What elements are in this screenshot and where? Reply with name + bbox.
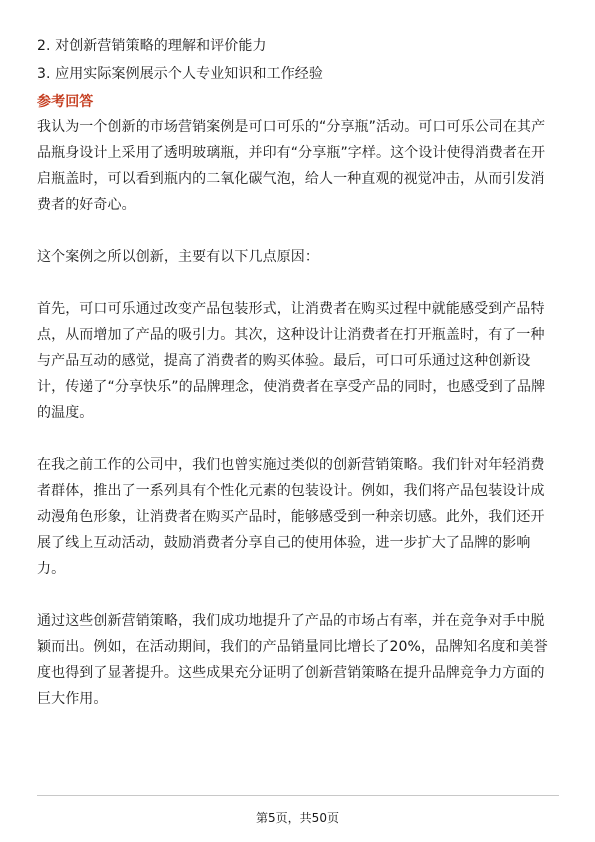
list-item: 3. 应用实际案例展示个人专业知识和工作经验 [37, 66, 324, 82]
paragraph-line: 我认为一个创新的市场营销案例是可口可乐的“分享瓶”活动。可口可乐公司在其产 [37, 119, 546, 135]
footer-divider [37, 795, 559, 796]
paragraph [37, 244, 559, 270]
paragraph-line: 颖而出。例如，在活动期间，我们的产品销量同比增长了20%，品牌知名度和美誉 [37, 639, 548, 655]
paragraph-gap [37, 270, 559, 296]
paragraph-line: 通过这些创新营销策略，我们成功地提升了产品的市场占有率，并在竞争对手中脱 [37, 613, 545, 629]
paragraph-line: 点，从而增加了产品的吸引力。其次，这种设计让消费者在打开瓶盖时，有了一种 [37, 327, 545, 343]
paragraph [37, 452, 559, 582]
paragraph-line: 这个案例之所以创新，主要有以下几点原因： [37, 249, 319, 265]
page-content [37, 32, 559, 712]
paragraph-line: 动漫角色形象，让消费者在购买产品时，能够感受到一种亲切感。此外，我们还开 [37, 509, 545, 525]
paragraph-line: 力。 [37, 561, 66, 577]
paragraph-line: 展了线上互动活动，鼓励消费者分享自己的使用体验，进一步扩大了品牌的影响 [37, 535, 531, 551]
paragraph-line: 计，传递了“分享快乐”的品牌理念，使消费者在享受产品的同时，也感受到了品牌 [37, 379, 546, 395]
paragraph [37, 608, 559, 712]
paragraph [37, 114, 559, 218]
paragraph-line: 在我之前工作的公司中，我们也曾实施过类似的创新营销策略。我们针对年轻消费 [37, 457, 545, 473]
paragraph-line: 者群体，推出了一系列具有个性化元素的包装设计。例如，我们将产品包装设计成 [37, 483, 545, 499]
paragraph [37, 296, 559, 426]
paragraph-line: 费者的好奇心。 [37, 197, 136, 213]
list-item: 2. 对创新营销策略的理解和评价能力 [37, 38, 267, 54]
page-number: 第5页，共50页 [256, 811, 339, 825]
paragraph-line: 与产品互动的感觉，提高了消费者的购买体验。最后，可口可乐通过这种创新设 [37, 353, 531, 369]
paragraph-gap [37, 426, 559, 452]
answer-heading: 参考回答 [37, 94, 94, 110]
paragraph-line: 品瓶身设计上采用了透明玻璃瓶，并印有“分享瓶”字样。这个设计使得消费者在开 [37, 145, 546, 161]
paragraph-line: 首先，可口可乐通过改变产品包装形式，让消费者在购买过程中就能感受到产品特 [37, 301, 545, 317]
paragraph-line: 启瓶盖时，可以看到瓶内的二氧化碳气泡，给人一种直观的视觉冲击，从而引发消 [37, 171, 545, 187]
paragraph-gap [37, 582, 559, 608]
paragraph-line: 度也得到了显著提升。这些成果充分证明了创新营销策略在提升品牌竞争力方面的 [37, 665, 545, 681]
paragraph-line: 的温度。 [37, 405, 94, 421]
paragraph-gap [37, 218, 559, 244]
paragraph-line: 巨大作用。 [37, 691, 108, 707]
